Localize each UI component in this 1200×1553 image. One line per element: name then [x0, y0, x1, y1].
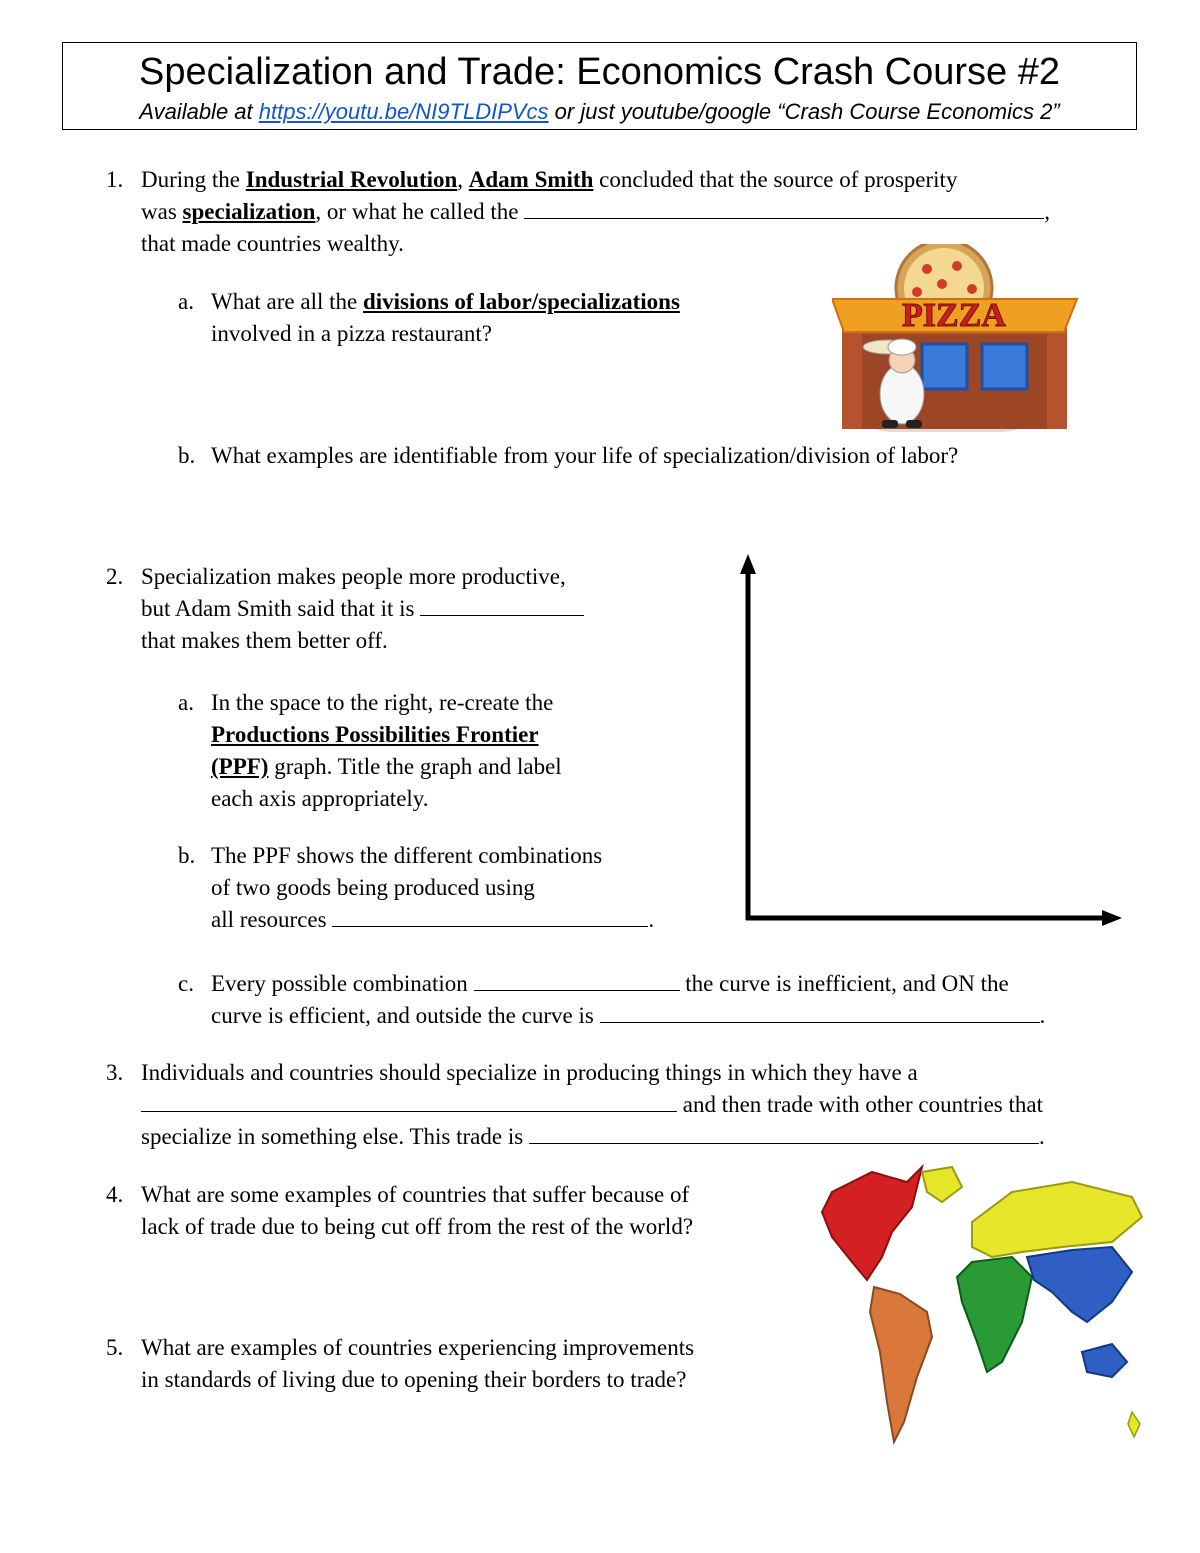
q2-line2: but Adam Smith said that it is	[141, 593, 584, 625]
q4-line1: What are some examples of countries that suffer because of	[141, 1182, 690, 1207]
q2-line3: that makes them better off.	[141, 628, 388, 653]
q3-line1: Individuals and countries should specialize in producing things in which they have a	[141, 1060, 918, 1085]
video-link[interactable]: https://youtu.be/NI9TLDIPVcs	[258, 99, 549, 124]
x-axis-arrow-icon	[1102, 910, 1122, 926]
q2a-line2	[211, 719, 539, 751]
q2c-answer-blank-2[interactable]	[600, 1002, 1040, 1023]
q3-line2: and then trade with other countries that	[141, 1089, 1043, 1121]
q2c-line2: curve is efficient, and outside the curve is .	[211, 1003, 1046, 1028]
q5-number: 5.	[106, 1335, 124, 1360]
window	[922, 344, 967, 389]
keyword-divisions-of-labor: divisions of labor/specializations	[362, 289, 680, 314]
q5-line2: in standards of living due to opening their borders to trade?	[141, 1367, 687, 1392]
available-prefix: Available at	[139, 99, 259, 124]
q3-line3: specialize in something else. This trade is .	[141, 1124, 1045, 1149]
q3-answer-blank-2[interactable]	[529, 1123, 1039, 1144]
y-axis-arrow-icon	[740, 554, 756, 574]
new-zealand	[1128, 1412, 1140, 1437]
keyword-ppf: Productions Possibilities Frontier	[211, 722, 539, 747]
q5-line1: What are examples of countries experiencing improvements	[141, 1335, 695, 1360]
q1a-label: a.	[178, 289, 194, 314]
keyword-industrial-revolution: Industrial Revolution	[245, 167, 458, 192]
ppf-graph-axes	[732, 552, 1127, 932]
chef-shoe	[882, 420, 898, 428]
q1b-line1: What examples are identifiable from your life of specialization/division of labor?	[211, 443, 959, 468]
q2b-line1: The PPF shows the different combinations	[211, 843, 603, 868]
q2c-answer-blank-1[interactable]	[474, 970, 680, 991]
south-america	[870, 1287, 932, 1442]
title-box	[62, 42, 1137, 130]
keyword-adam-smith: Adam Smith	[468, 167, 594, 192]
q2b-label: b.	[178, 843, 196, 868]
q4-line2: lack of trade due to being cut off from the rest of the world?	[141, 1214, 694, 1239]
q4-number: 4.	[106, 1182, 124, 1207]
africa	[957, 1257, 1032, 1372]
subtitle	[63, 98, 1136, 126]
q2b-line2: of two goods being produced using	[211, 875, 535, 900]
q2b-answer-blank[interactable]	[332, 906, 648, 927]
q1-line3: that made countries wealthy.	[141, 231, 404, 256]
q3-number: 3.	[106, 1060, 124, 1085]
chef-shoe	[906, 420, 922, 428]
q2c-label: c.	[178, 971, 194, 996]
q1-answer-blank[interactable]	[524, 198, 1044, 219]
chef-hat-icon	[888, 339, 916, 355]
q1b-label: b.	[178, 443, 196, 468]
greenland	[922, 1167, 962, 1202]
q2a-line4: each axis appropriately.	[211, 786, 429, 811]
q2a-line3: (PPF) graph. Title the graph and label	[211, 754, 562, 779]
keyword-specialization: specialization	[182, 199, 316, 224]
q2a-line1: In the space to the right, re-create the	[211, 690, 554, 715]
north-america	[822, 1167, 922, 1280]
q2a-label: a.	[178, 690, 194, 715]
pizza-restaurant-illustration	[832, 244, 1094, 432]
q2c-line1: Every possible combination the curve is inefficient, and ON the	[211, 971, 1009, 996]
australia	[1082, 1344, 1127, 1377]
door	[982, 344, 1027, 389]
available-suffix: or just youtube/google “Crash Course Economics 2”	[548, 99, 1060, 124]
page-title: Specialization and Trade: Economics Crash Course #2	[139, 51, 1060, 93]
europe-asia	[972, 1182, 1142, 1257]
q3-answer-blank-1[interactable]	[141, 1091, 677, 1112]
q1-number: 1.	[106, 167, 124, 192]
q1-line1: During the Industrial Revolution, Adam Smith concluded that the source of prosperity	[141, 167, 958, 192]
q2-number: 2.	[106, 564, 124, 589]
q2b-line3: all resources .	[211, 907, 655, 932]
south-asia	[1027, 1247, 1132, 1322]
q2-line1: Specialization makes people more productive,	[141, 564, 566, 589]
world-map-illustration	[812, 1162, 1152, 1462]
pizza-sign: PIZZA	[902, 297, 1006, 334]
q1a-line2: involved in a pizza restaurant?	[211, 321, 492, 346]
q1-line2: was specialization, or what he called the ,	[141, 199, 1051, 224]
keyword-ppf-abbrev: (PPF)	[211, 754, 269, 779]
q2-answer-blank[interactable]	[420, 595, 584, 616]
q1a-line1: What are all the divisions of labor/specializations	[211, 289, 680, 314]
